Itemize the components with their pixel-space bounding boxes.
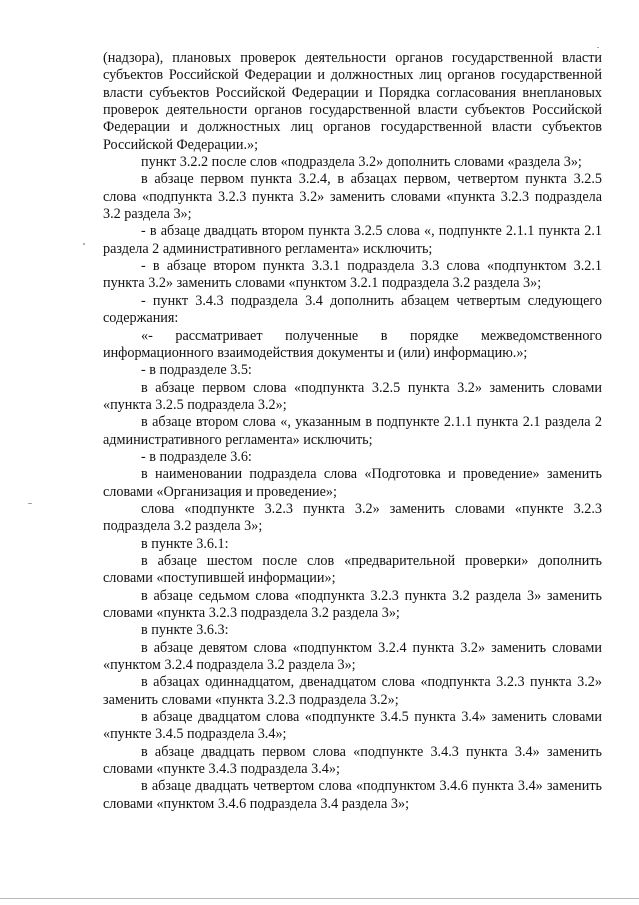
paragraph: слова «подпункте 3.2.3 пункта 3.2» заменить словами «пункте 3.2.3 подраздела 3.2 раздела 3»; xyxy=(103,500,602,535)
paragraph: в абзаце шестом после слов «предварительной проверки» дополнить словами «поступившей информации»; xyxy=(103,552,602,587)
paragraph: в пункте 3.6.3: xyxy=(141,622,229,639)
paragraph: в абзаце двадцать четвертом слова «подпунктом 3.4.6 пункта 3.4» заменить словами «пунктом 3.4.6 подраздела 3.4 раздела 3»; xyxy=(103,778,602,812)
paragraph: пункт 3.2.2 после слов «подраздела 3.2» дополнить словами «раздела 3»; xyxy=(141,154,582,171)
paragraph: - в абзаце втором пункта 3.3.1 подраздела 3.3 слова «подпунктом 3.2.1 пункта 3.2» заменить словами «пунктом 3.2.1 подраздела 3.2 раздела 3»; xyxy=(103,258,602,292)
paragraph: (надзора), плановых проверок деятельности органов государственной власти субъектов Российской Федерации и должностных лиц органов государственной власти субъектов Российской Федерации и Порядка согласования внеплановых проверок деятельности органов государственной власти субъектов Российской Федерации и должностных лиц органов государственной власти субъектов Российской Федерации.»; xyxy=(103,50,602,153)
paragraph: в абзаце седьмом слова «подпункта 3.2.3 пункта 3.2 раздела 3» заменить словами «пункта 3.2.3 подраздела 3.2 раздела 3»; xyxy=(103,587,602,621)
paragraph: в пункте 3.6.1: xyxy=(141,535,229,552)
scan-speck xyxy=(28,503,32,504)
paragraph: - в абзаце двадцать втором пункта 3.2.5 слова «, подпункте 2.1.1 пункта 2.1 раздела 2 административного регламента» исключить; xyxy=(103,223,602,257)
scan-edge-mark xyxy=(0,898,639,899)
paragraph: в абзацах одиннадцатом, двенадцатом слова «подпункта 3.2.3 пункта 3.2» заменить словами «пункта 3.2.3 подраздела 3.2»; xyxy=(103,674,602,708)
paragraph: «- рассматривает полученные в порядке межведомственного информационного взаимодействия документы и (или) информацию.»; xyxy=(103,327,602,361)
paragraph: в абзаце двадцатом слова «подпункте 3.4.5 пункта 3.4» заменить словами «пункте 3.4.5 подраздела 3.4»; xyxy=(103,709,602,743)
paragraph: в абзаце двадцать первом слова «подпункте 3.4.3 пункта 3.4» заменить словами «пункте 3.4.3 подраздела 3.4»; xyxy=(103,743,602,778)
paragraph: - в подразделе 3.6: xyxy=(141,448,252,465)
paragraph: в наименовании подраздела слова «Подготовка и проведение» заменить словами «Организация и проведение»; xyxy=(103,466,602,500)
scan-speck xyxy=(83,243,85,245)
paragraph: в абзаце первом пункта 3.2.4, в абзацах первом, четвертом пункта 3.2.5 слова «подпункта 3.2.3 пункта 3.2» заменить словами «пункта 3.2.3 подраздела 3.2 раздела 3»; xyxy=(103,171,602,223)
paragraph: - пункт 3.4.3 подраздела 3.4 дополнить абзацем четвертым следующего содержания: xyxy=(103,292,602,327)
paragraph: в абзаце девятом слова «подпунктом 3.2.4 пункта 3.2» заменить словами «пунктом 3.2.4 подраздела 3.2 раздела 3»; xyxy=(103,639,602,674)
paragraph: - в подразделе 3.5: xyxy=(141,362,252,379)
paragraph: в абзаце первом слова «подпункта 3.2.5 пункта 3.2» заменить словами «пункта 3.2.5 подраздела 3.2»; xyxy=(103,379,602,413)
paragraph: в абзаце втором слова «, указанным в подпункте 2.1.1 пункта 2.1 раздела 2 административного регламента» исключить; xyxy=(103,414,602,448)
scan-speck xyxy=(597,47,599,48)
document-body xyxy=(103,50,602,813)
